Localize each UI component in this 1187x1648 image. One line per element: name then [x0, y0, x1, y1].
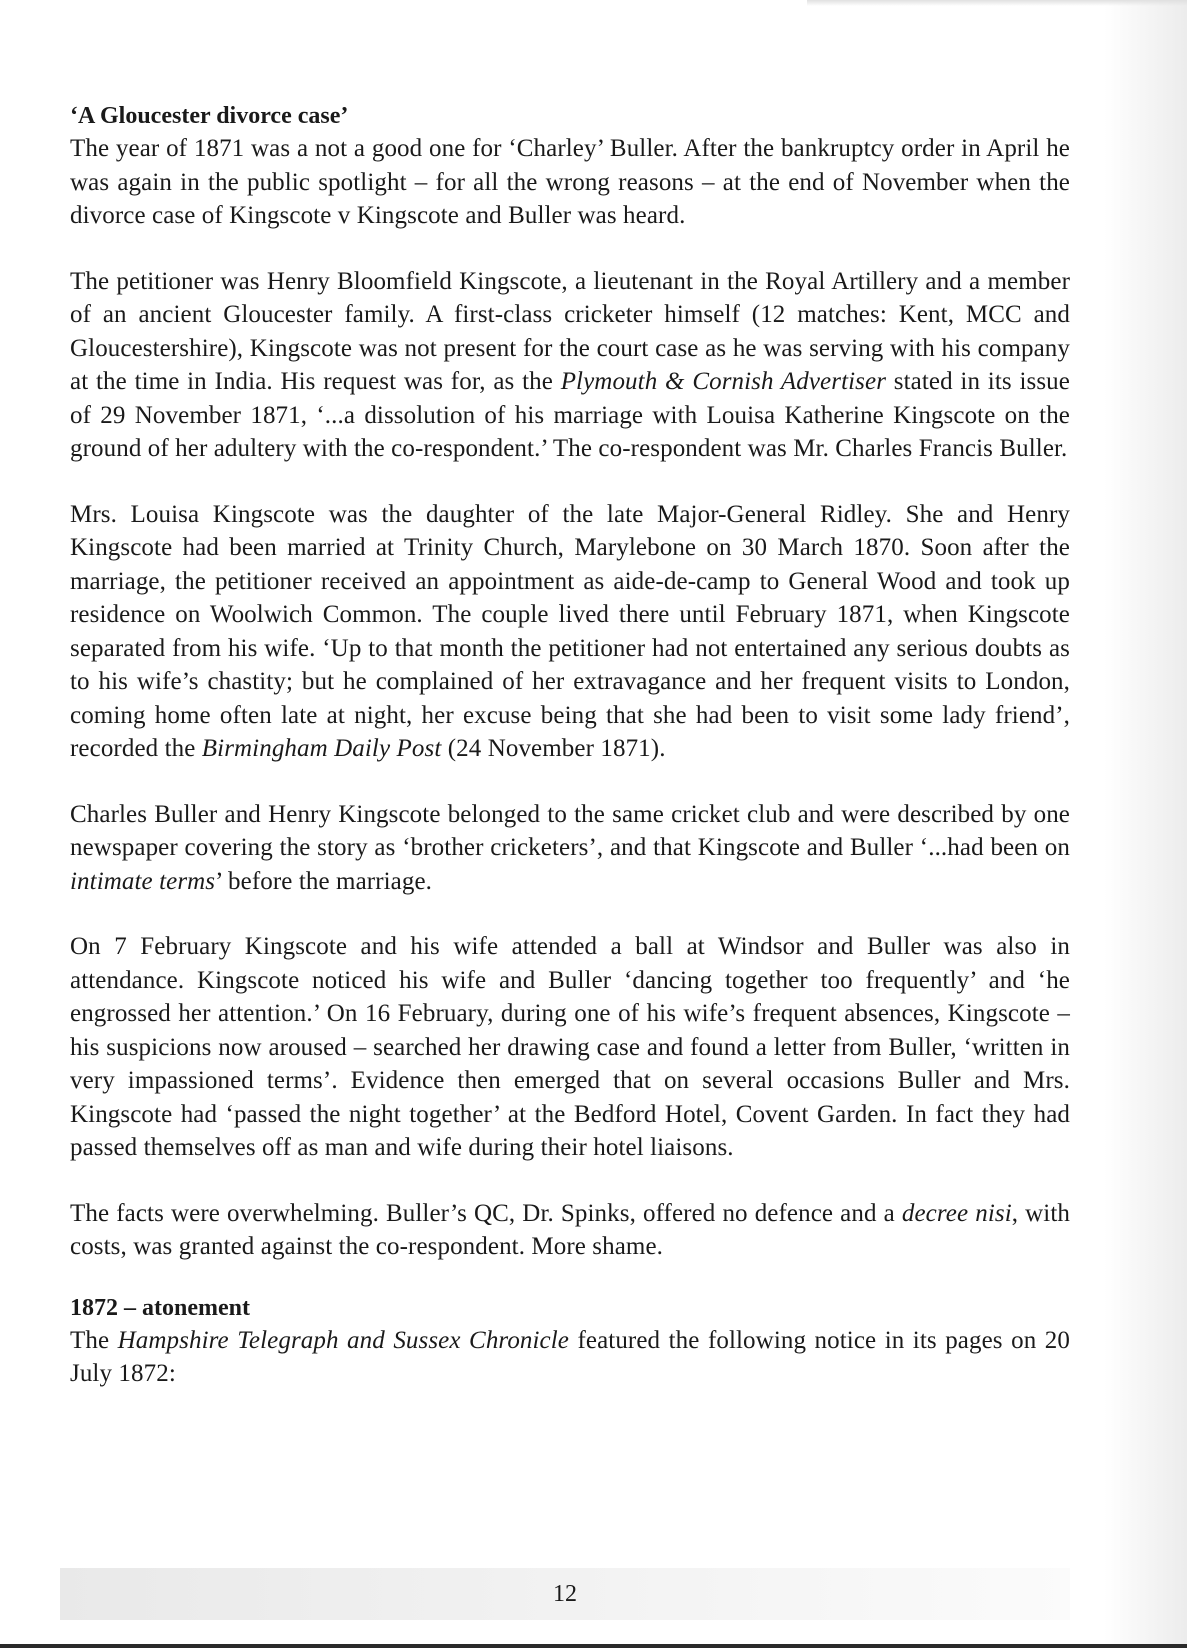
paragraph-7	[70, 1324, 1070, 1391]
text-run: (24 November 1871).	[441, 735, 666, 762]
text-run: Mrs. Louisa Kingscote was the daughter of the late Major-General Ridley. She and Henry Kingscote had been married at Trinity Church, Marylebone on 30 March 1870. Soon after the marriage, the petitioner received an appointment as aide-de-camp to General Wood and took up residence on Woolwich Common. The couple lived there until February 1871, when Kingscote separated from his wife. ‘Up to that month the petitioner had not entertained any serious doubts as to his wife’s chastity; but he complained of her extravagance and her frequent visits to London, coming home often late at night, her excuse being that she had been to visit some lady friend’, recorded the	[70, 500, 1070, 762]
section-heading-divorce-case: ‘A Gloucester divorce case’	[70, 103, 349, 129]
text-run: , with costs, was granted against the co-respondent. More shame.	[70, 1199, 1070, 1260]
paragraph-2	[70, 265, 1070, 466]
text-run: featured the following notice in its pages on 20 July 1872:	[70, 1326, 1070, 1387]
paragraph-1	[70, 132, 1070, 233]
italic-title: Hampshire Telegraph and Sussex Chronicle	[117, 1326, 569, 1354]
bottom-edge	[0, 1644, 1187, 1648]
italic-title: intimate terms	[70, 867, 216, 895]
text-run: On 7 February Kingscote and his wife attended a ball at Windsor and Buller was also in attendance. Kingscote noticed his wife and Buller ‘dancing together too frequently’ and ‘he engrossed her attention.’ On 16 February, during one of his wife’s frequent absences, Kingscote – his suspicions now aroused – searched her drawing case and found a letter from Buller, ‘written in very impassioned terms’. Evidence then emerged that on several occasions Buller and Mrs. Kingscote had ‘passed the night together’ at the Bedford Hotel, Covent Garden. In fact they had passed themselves off as man and wife during their hotel liaisons.	[70, 933, 1070, 1161]
text-run: The petitioner was Henry Bloomfield Kingscote, a lieutenant in the Royal Artillery and a member of an ancient Gloucester family. A first-class cricketer himself (12 matches: Kent, MCC and Gloucestershire), Kingscote was not present for the court case as he was serving with his company at the time in India. His request was for, as the	[70, 267, 1070, 395]
text-run: stated in its issue of 29 November 1871, ‘...a dissolution of his marriage with Louisa Katherine Kingscote on the ground of her adultery with the co-respondent.’ The co-respondent was Mr. Charles Francis Buller.	[70, 368, 1070, 462]
page-number: 12	[553, 1581, 577, 1607]
page-content	[70, 100, 1070, 1423]
text-run: The year of 1871 was a not a good one for ‘Charley’ Buller. After the bankruptcy order in April he was again in the public spotlight – for all the wrong reasons – at the end of November when the divorce case of Kingscote v Kingscote and Buller was heard.	[70, 135, 1070, 229]
paragraph-4	[70, 798, 1070, 899]
italic-title: decree nisi	[901, 1199, 1012, 1227]
italic-title: Birmingham Daily Post	[201, 735, 442, 762]
page-edge-shadow	[807, 0, 1187, 6]
paragraph-6	[70, 1197, 1070, 1264]
paragraph-3	[70, 498, 1070, 766]
text-run: The facts were overwhelming. Buller’s QC, Dr. Spinks, offered no defence and a	[70, 1199, 902, 1227]
text-run: Charles Buller and Henry Kingscote belonged to the same cricket club and were described by one newspaper covering the story as ‘brother cricketers’, and that Kingscote and Buller ‘...had been on	[70, 800, 1070, 861]
text-run: ’ before the marriage.	[215, 867, 433, 895]
paragraph-5	[70, 930, 1070, 1165]
text-run: The	[70, 1326, 118, 1354]
section-heading-atonement: 1872 – atonement	[70, 1294, 250, 1321]
italic-title: Plymouth & Cornish Advertiser	[560, 368, 887, 395]
